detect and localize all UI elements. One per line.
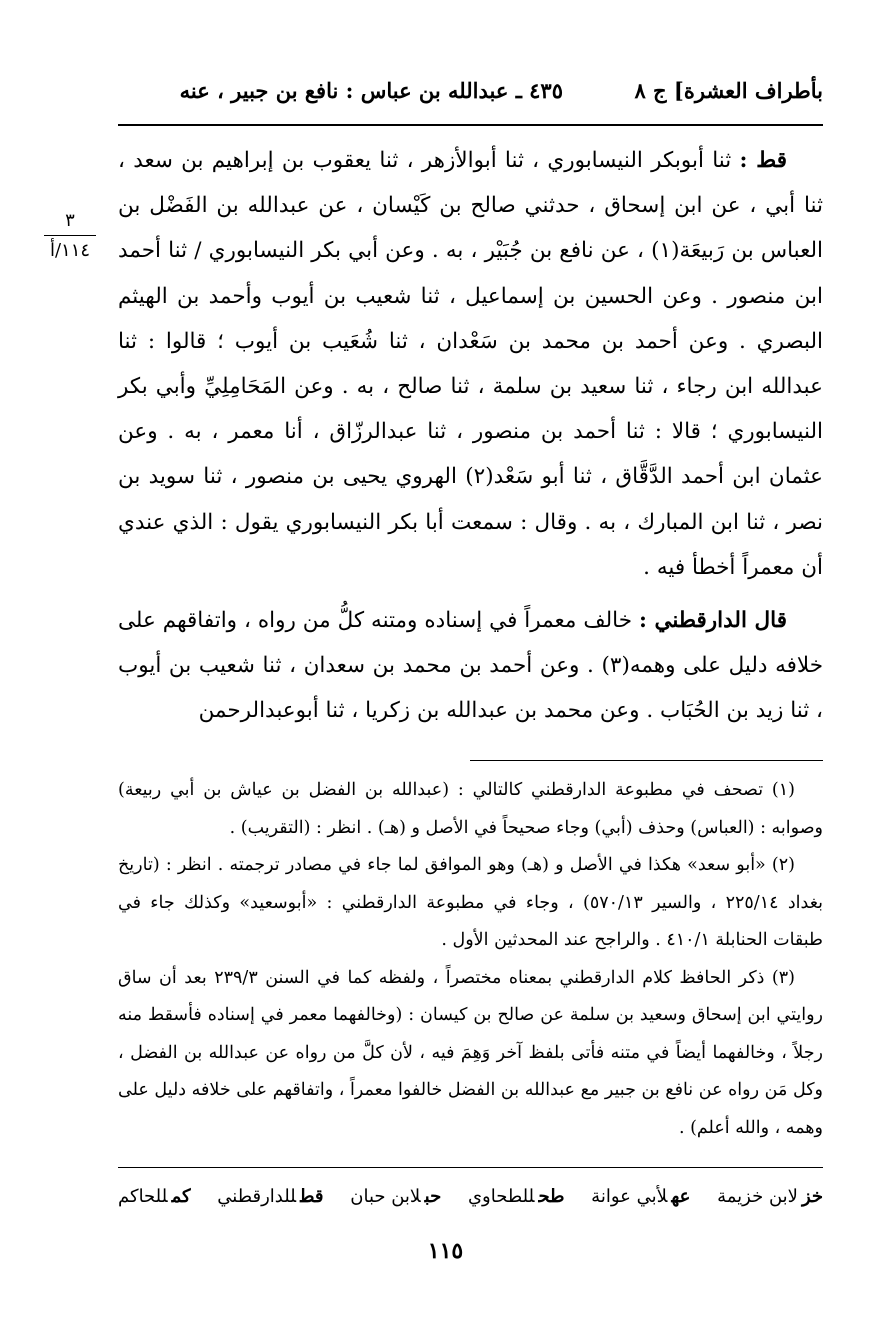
legend-name: لابن خزيمة [717,1186,798,1207]
legend-item [350,1180,441,1214]
paragraph-2-text: خالف معمراً في إسناده ومتنه كلُّ من رواه ، واتفاقهم على خلافه دليل على وهمه(٣) . وعن أحمد بن محمد بن سعدان ، ثنا شعيب بن أيوب ، ثنا زيد بن الحُبَاب . وعن محمد بن عبدالله بن زكريا ، ثنا أبوعبدالرحمن [118,608,823,724]
legend-code: حب [424,1186,442,1207]
paragraph-2 [118,598,823,734]
section-title: ٤٣٥ ـ عبدالله بن عباس : نافع بن جبير ، عنه [179,78,563,103]
legend-code: عه [671,1186,691,1207]
legend-rule [118,1167,823,1168]
paragraph-1-label: قط : [739,148,787,173]
header-rule [118,124,823,126]
main-text [118,138,823,734]
legend-name: للدارقطني [217,1186,297,1207]
legend-item [717,1180,823,1214]
footnote-3: (٣) ذكر الحافظ كلام الدارقطني بمعناه مختصراً ، ولفظه كما في السنن ٢٣٩/٣ بعد أن ساق روايتي ابن إسحاق وسعيد بن سلمة عن صالح بن كيسان : (وخالفهما معمر في إسناده فأسقط منه رجلاً ، وخالفهما أيضاً في متنه فأتى بلفظ آخر وَهِمَ فيه ، لأن كلَّ من رواه عن عبدالله بن الفضل ، وكل مَن رواه عن نافع بن جبير مع عبدالله بن الفضل خالفوا معمراً ، واتفاقهم على خلافه دليل على وهمه ، والله أعلم) . [118,967,823,1138]
legend-code: قط [300,1186,324,1207]
legend-item [217,1180,323,1214]
footnote-2: (٢) «أبو سعد» هكذا في الأصل و (هـ) وهو الموافق لما جاء في مصادر ترجمته . انظر : (تاريخ بغداد ٢٢٥/١٤ ، والسير ٥٧٠/١٣) ، وجاء في مطبوعة الدارقطني : «أبوسعيد» وكذلك جاء في طبقات الحنابلة ٤١٠/١ . والراجح عند المحدثين الأول . [118,855,824,950]
legend-name: لابن حبان [350,1186,421,1207]
footnote-rule [470,760,823,761]
abbreviation-legend [118,1180,823,1214]
legend-item [591,1180,690,1214]
margin-note-denominator: ١١٤/أ [49,240,91,261]
legend-code: خز [801,1186,823,1207]
paragraph-1-text: ثنا أبوبكر النيسابوري ، ثنا أبوالأزهر ، ثنا يعقوب بن إبراهيم بن سعد ، ثنا أبي ، عن ابن إسحاق ، حدثني صالح بن كَيْسان ، عن عبدالله بن الفَضْل بن العباس بن رَبيعَة(١) ، عن نافع بن جُبَيْر ، به . وعن أبي بكر النيسابوري / ثنا أحمد ابن منصور . وعن الحسين بن إسماعيل ، ثنا شعيب بن أيوب وأحمد بن الهيثم البصري . وعن أحمد بن محمد بن سَعْدان ، ثنا شُعَيب بن أيوب ؛ قالوا : ثنا عبدالله ابن رجاء ، ثنا سعيد بن سلمة ، ثنا صالح ، به . وعن المَحَامِلِيِّ وأبي بكر النيسابوري ؛ قالا : ثنا أحمد بن منصور ، ثنا عبدالرزّاق ، أنا معمر ، به . وعن عثمان ابن أحمد الدَّقَّاق ، ثنا أبو سَعْد(٢) الهروي يحيى بن منصور ، ثنا سويد بن نصر ، ثنا ابن المبارك ، به . وقال : سمعت أبا بكر النيسابوري يقول : الذي عندي أن معمراً أخطأ فيه . [118,148,823,580]
legend-name: للطحاوي [467,1186,535,1207]
margin-note-numerator: ٣ [65,210,75,231]
legend-code: طح [538,1186,565,1207]
margin-note [40,210,100,261]
footnote-1: (١) تصحف في مطبوعة الدارقطني كالتالي : (عبدالله بن الفضل بن عياش بن أبي ربيعة) وصوابه : (العباس) وحذف (أبي) وجاء صحيحاً في الأصل و (هـ) . انظر : (التقريب) . [118,780,823,838]
paragraph-2-label: قال الدارقطني : [638,608,787,634]
page-number: ١١٥ [427,1238,464,1264]
book-title: بأطراف العشرة] ج ٨ [634,78,823,103]
legend-name: للحاكم [118,1186,168,1207]
running-header [118,74,823,114]
legend-item [468,1180,565,1214]
legend-name: لأبي عوانة [591,1186,668,1207]
legend-code: كم [171,1186,191,1207]
legend-item [118,1180,191,1214]
paragraph-1 [118,138,823,590]
margin-note-divider [44,235,96,236]
footnotes [118,772,823,1147]
